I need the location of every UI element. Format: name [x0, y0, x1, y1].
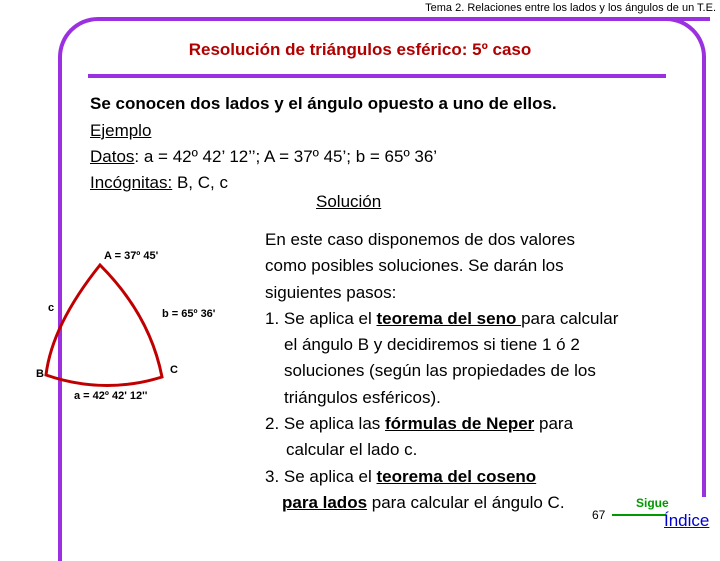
step-3-text: para calcular el ángulo C. [367, 492, 565, 512]
triangle-arcs [46, 265, 162, 386]
step-3 [265, 464, 705, 490]
neper-formulas-link[interactable]: fórmulas de Neper [385, 414, 535, 434]
step-2-text: para [534, 414, 574, 434]
unknowns-label: Incógnitas: [90, 173, 173, 192]
page-number: 67 [592, 508, 606, 522]
figure-label-a: a = 42º 42' 12'' [74, 390, 148, 402]
figure-label-c: c [48, 302, 55, 314]
title-underline [88, 74, 666, 78]
step-intro-line: En este caso disponemos de dos valores [265, 230, 575, 249]
step-3-text: 3. Se aplica el [265, 466, 377, 486]
data-values: : a = 42º 42’ 12’’; A = 37º 45’; b = 65º 36’ [134, 147, 438, 166]
step-1-line: el ángulo B y decidiremos si tiene 1 ó 2 [284, 335, 580, 355]
unknowns-line [90, 173, 228, 193]
unknowns-values: B, C, c [172, 173, 228, 192]
step-2 [265, 411, 705, 437]
step-2-line: calcular el lado c. [286, 440, 418, 460]
data-line [90, 147, 437, 167]
step-2-text: 2. Se aplica las [265, 414, 386, 434]
step-intro-line: como posibles soluciones. Se darán los [265, 256, 564, 276]
figure-label-b: b = 65º 36' [162, 308, 216, 320]
next-arrow-icon[interactable] [612, 514, 666, 516]
slide-header: Tema 2. Relaciones entre los lados y los ángulos de un T.E. [425, 2, 716, 14]
solution-steps [265, 227, 705, 516]
index-link[interactable]: Índice [664, 511, 710, 530]
figure-label-B: B [36, 368, 44, 380]
step-1-text: para calcular [521, 308, 619, 328]
problem-statement: Se conocen dos lados y el ángulo opuesto a uno de ellos. [90, 94, 557, 113]
law-of-cosines-sides-link[interactable]: para lados [282, 492, 368, 512]
step-1 [265, 306, 705, 332]
slide-title: Resolución de triángulos esférico: 5º caso [188, 40, 532, 59]
next-button[interactable]: Sigue [636, 496, 669, 510]
figure-label-C: C [170, 364, 178, 376]
data-label: Datos [90, 147, 135, 166]
law-of-sines-link[interactable]: teorema del seno [376, 308, 522, 328]
step-intro-line: siguientes pasos: [265, 282, 397, 302]
step-1-line: soluciones (según las propiedades de los [284, 361, 596, 381]
law-of-cosines-link[interactable]: teorema del coseno [376, 466, 537, 486]
example-heading: Ejemplo [90, 121, 152, 140]
solution-link[interactable]: Solución [316, 192, 382, 211]
step-1-text: 1. Se aplica el [265, 308, 377, 328]
figure-label-A: A = 37º 45' [104, 250, 159, 262]
step-1-line: triángulos esféricos). [284, 387, 441, 407]
spherical-triangle-figure [32, 225, 242, 405]
